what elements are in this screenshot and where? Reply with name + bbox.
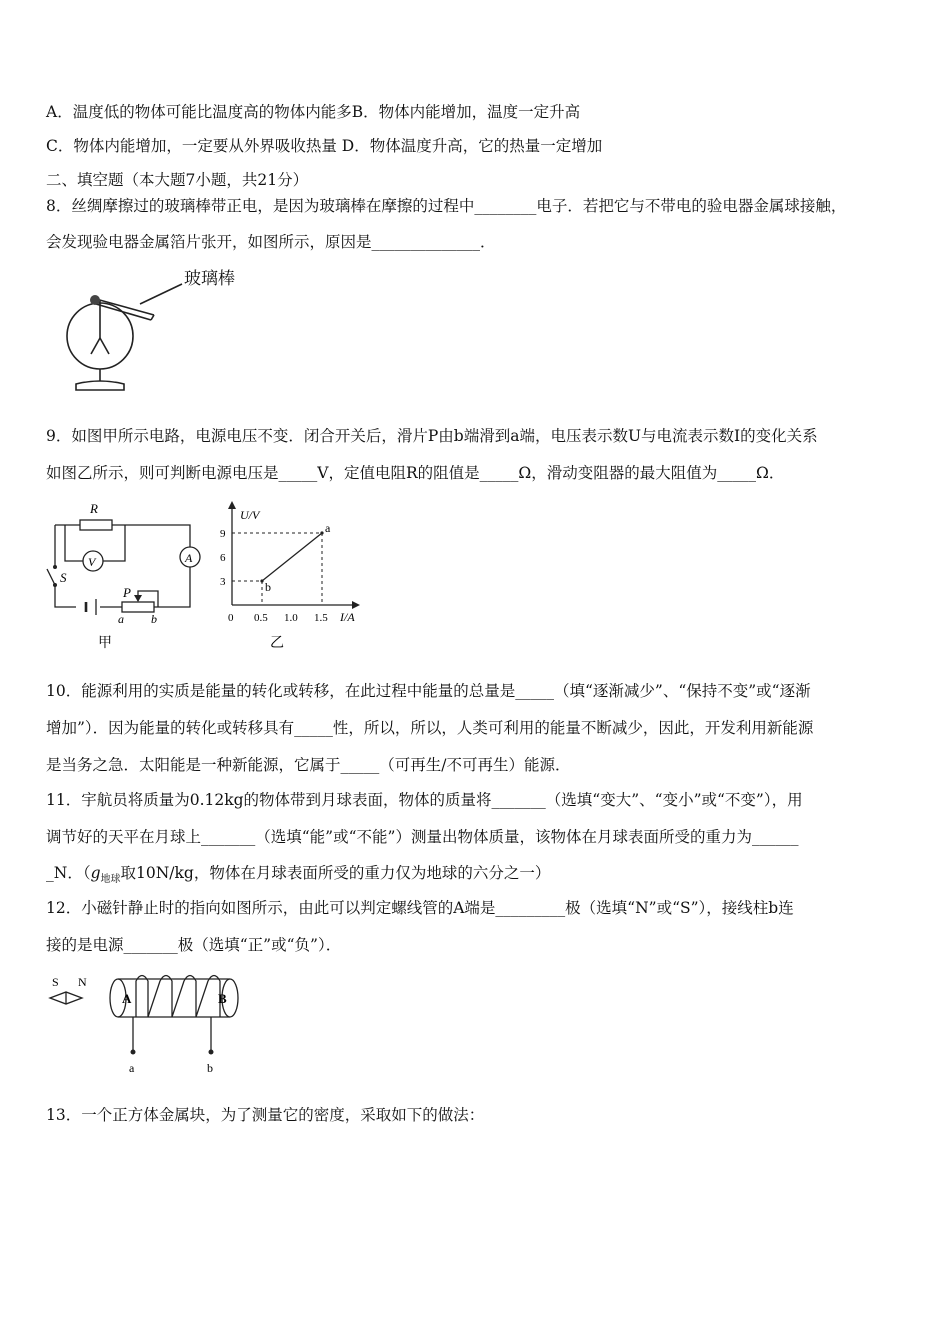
data-line [262,533,322,581]
q10-line-2: 增加”）．因为能量的转化或转移具有_____性，所以，所以，人类可利用的能量不断减少，因此，开发利用新能源 [46,719,814,737]
q8-line-2: 会发现验电器金属箔片张开，如图所示，原因是______________． [46,233,496,251]
slider-label: P [123,585,131,600]
data-point [320,531,323,534]
coil-windings [136,976,220,1018]
circuit-diagram [40,495,220,655]
y-axis-label: U/V [240,508,260,522]
y-tick-label: 3 [220,576,226,588]
point-label: b [265,580,271,594]
end-b-label: B [218,991,227,1006]
section-heading: 二、填空题（本大题7小题，共21分） [46,171,309,189]
q13-line-1: 13．一个正方体金属块，为了测量它的密度，采取如下的做法： [46,1106,485,1124]
g-symbol: g [90,864,101,882]
q11-line-3-end: 取10N/kg，物体在月球表面所受的重力仅为地球的六分之一） [120,864,551,882]
voltmeter-label: V [88,555,96,569]
ui-graph [212,495,372,655]
graph-caption: 乙 [270,636,284,651]
q12-line-1: 12．小磁针静止时的指向如图所示，由此可以判定螺线管的A端是_________极（选填“N”或“S”），接线柱b连 [46,899,794,917]
q10-line-3: 是当务之急．太阳能是一种新能源，它属于_____（可再生/不可再生）能源． [46,756,571,774]
g-subscript: 地球 [100,874,121,886]
q11-line-3-start: _N．（ [46,864,91,882]
q9-line-1: 9．如图甲所示电路，电源电压不变．闭合开关后，滑片P由b端滑到a端，电压表示数U与电流表示数I的变化关系 [46,427,818,445]
switch-label: S [60,570,67,585]
needle-n-label: N [78,975,87,989]
point-label: a [325,521,331,535]
q9-line-2: 如图乙所示，则可判断电源电压是_____V，定值电阻R的阻值是_____Ω，滑动变阻器的最大阻值为_____Ω． [46,464,785,482]
x-axis-label: I/A [340,610,355,624]
ammeter-label: A [185,551,193,565]
y-tick-label: 9 [220,528,226,540]
q10-line-1: 10．能源利用的实质是能量的转化或转移，在此过程中能量的总量是_____（填“逐渐减少”、“保持不变”或“逐渐 [46,682,811,700]
q11-line-2: 调节好的天平在月球上_______（选填“能”或“不能”）测量出物体质量，该物体在月球表面所受的重力为______ [46,828,799,846]
needle-s-label: S [52,975,59,989]
x-tick-label: 0.5 [254,612,268,624]
metal-ball [90,295,100,305]
x-tick-label: 1.0 [284,612,298,624]
resistor-label: R [90,501,98,516]
end-a-label: A [122,991,132,1006]
data-point [260,579,263,582]
x-tick-label: 0 [228,612,234,624]
q12-line-2: 接的是电源_______极（选填“正”或“负”）． [46,936,342,954]
y-tick-label: 6 [220,552,226,564]
terminal-a-label: a [129,1061,135,1075]
terminal-b-label: b [207,1061,213,1075]
q11-line-3 [46,863,550,890]
rheostat-end-a: a [118,612,124,626]
glass-rod-label: 玻璃棒 [184,269,235,288]
q7-option-line-1: A．温度低的物体可能比温度高的物体内能多B．物体内能增加，温度一定升高 [46,103,581,121]
q11-line-1: 11．宇航员将质量为0.12kg的物体带到月球表面，物体的质量将_______（选填“变大”、“变小”或“不变”），用 [46,791,803,809]
x-tick-label: 1.5 [314,612,328,624]
q8-line-1: 8．丝绸摩擦过的玻璃棒带正电，是因为玻璃棒在摩擦的过程中________电子．若把它与不带电的验电器金属球接触， [46,197,847,215]
electroscope-figure [60,262,260,402]
rheostat-end-b: b [151,612,157,626]
q7-option-line-2: C．物体内能增加，一定要从外界吸收热量 D．物体温度升高，它的热量一定增加 [46,137,603,155]
circuit-caption: 甲 [98,636,112,651]
solenoid-figure [44,968,254,1080]
